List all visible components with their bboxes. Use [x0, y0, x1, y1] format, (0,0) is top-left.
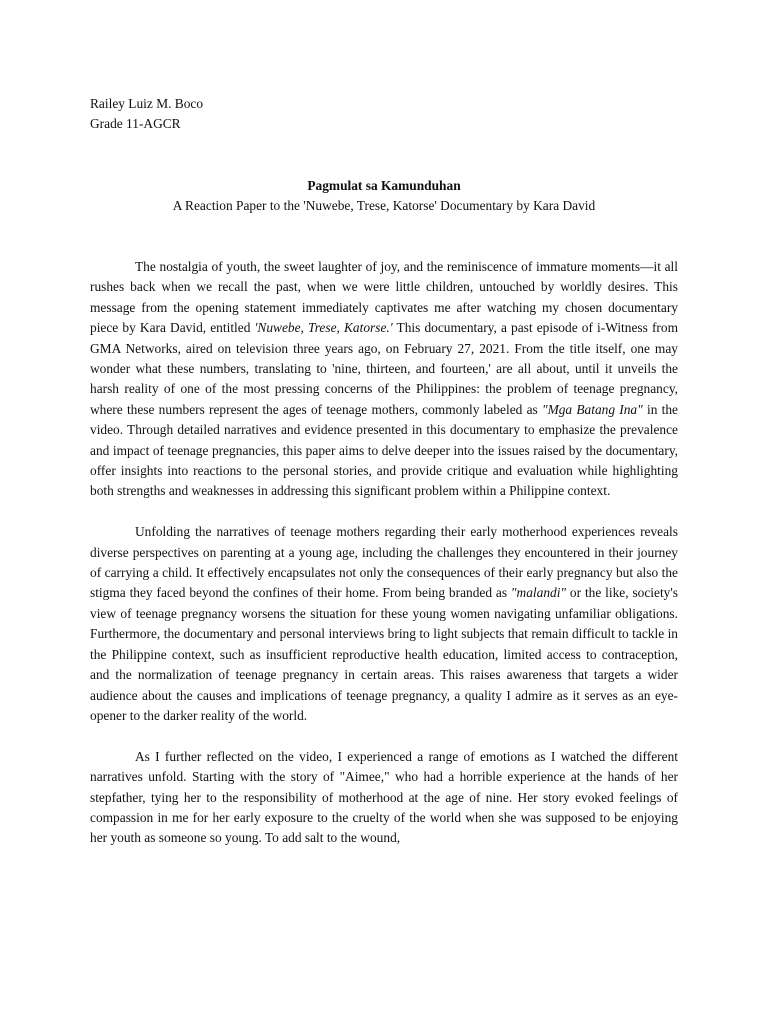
paragraph-text: The nostalgia of youth, the sweet laughter of joy, and the reminiscence of immature moments—it all rushes back when we recall the past, when we were little children, untouched by worldly desires. This message from the opening statement immediately captivates me after watching my chosen documentary piece by Kara David, entitled: [90, 259, 678, 336]
paragraph-2: [90, 522, 678, 726]
paragraph-text: or the like, society's view of teenage pregnancy worsens the situation for these young women navigating unfamiliar obligations. Furthermore, the documentary and personal interviews bring to light subjects that remain difficult to tackle in the Philippine context, such as insufficient reproductive health education, limited access to contraception, and the normalization of teenage pregnancy in certain areas. This raises awareness that targets a wider audience about the causes and implications of teenage pregnancy, a quality I admire as it serves as an eye-opener to the darker reality of the world.: [90, 585, 678, 723]
header-block: [90, 94, 203, 134]
emphasized-term: "Mga Batang Ina": [541, 401, 643, 417]
paragraph-1: [90, 257, 678, 502]
paragraph-3: [90, 747, 678, 849]
emphasized-term: "malandi": [510, 585, 567, 601]
paragraph-text: in the video. Through detailed narratives and evidence presented in this documentary to emphasize the prevalence and impact of teenage pregnancies, this paper aims to delve deeper into the issues raised by the documentary, offer insights into reactions to the personal stories, and provide critique and evaluation while highlighting both strengths and weaknesses in addressing this significant problem within a Philippine context.: [90, 401, 678, 499]
paragraph-text: This documentary, a past episode of i-Witness from GMA Networks, aired on television three years ago, on February 27, 2021. From the title itself, one may wonder what these numbers, translating to 'nine, thirteen, and fourteen,' are all about, until it unveils the harsh reality of one of the most pressing concerns of the Philippines: the problem of teenage pregnancy, where these numbers represent the ages of teenage mothers, commonly labeled as: [90, 320, 678, 417]
title-block: [0, 176, 768, 216]
paper-title: Pagmulat sa Kamunduhan: [307, 178, 461, 193]
body-text: [90, 257, 678, 849]
paragraph-text: As I further reflected on the video, I experienced a range of emotions as I watched the different narratives unfold. Starting with the story of "Aimee," who had a horrible experience at the hands of her stepfather, tying her to the responsibility of motherhood at the age of nine. Her story evoked feelings of compassion in me for her early exposure to the cruelty of the world when she was supposed to be enjoying her youth as someone so young. To add salt to the wound,: [90, 748, 678, 846]
paragraph-text: Unfolding the narratives of teenage mothers regarding their early motherhood experiences reveals diverse perspectives on parenting at a young age, including the challenges they encountered in their journey of carrying a child. It effectively encapsulates not only the consequences of their early pregnancy but also the stigma they faced beyond the confines of their home. From being branded as: [90, 524, 678, 601]
author-name: Railey Luiz M. Boco: [90, 96, 204, 111]
paper-subtitle: A Reaction Paper to the 'Nuwebe, Trese, Katorse' Documentary by Kara David: [172, 198, 596, 213]
documentary-title: 'Nuwebe, Trese, Katorse.': [254, 320, 393, 336]
grade-section: Grade 11-AGCR: [90, 116, 181, 131]
